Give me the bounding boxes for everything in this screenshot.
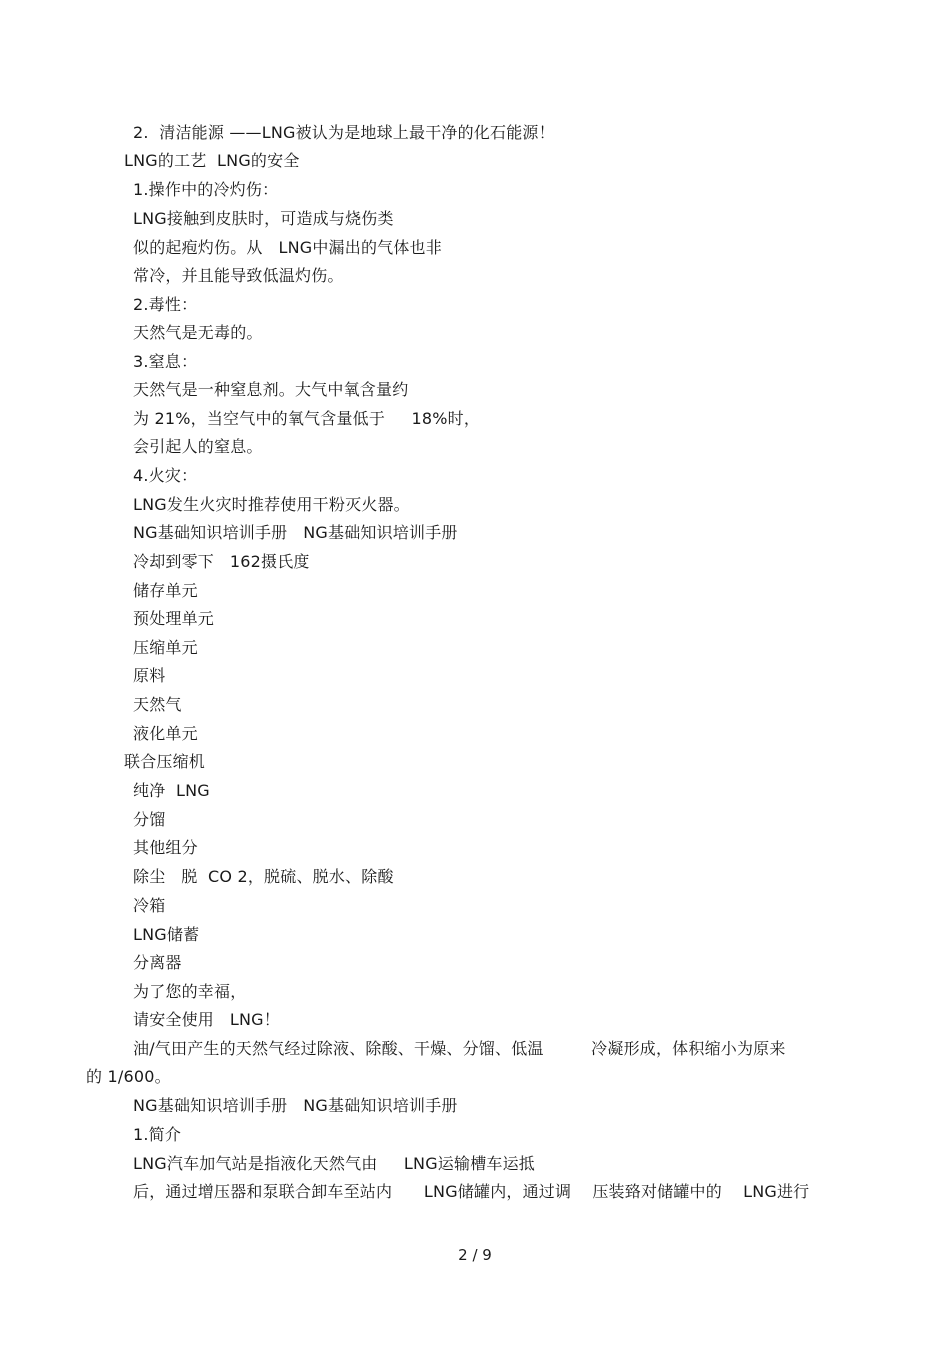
text-line: LNG接触到皮肤时，可造成与烧伤类 [133, 209, 394, 228]
text-line: 油/气田产生的天然气经过除液、除酸、干燥、分馏、低温 冷凝形成，体积缩小为原来 [133, 1039, 786, 1058]
text-line: 联合压缩机 [124, 752, 206, 771]
text-line: 纯净 LNG [133, 781, 210, 800]
text-line: 2. 清洁能源 ——LNG被认为是地球上最干净的化石能源！ [133, 123, 555, 142]
text-line: 1.操作中的冷灼伤： [133, 180, 279, 199]
text-line: 4.火灾： [133, 466, 198, 485]
text-line: 2.毒性： [133, 295, 198, 314]
text-line: 天然气是一种窒息剂。大气中氧含量约 [133, 380, 409, 399]
text-line: 1.简介 [133, 1125, 182, 1144]
text-line: NG基础知识培训手册 NG基础知识培训手册 [133, 1096, 458, 1115]
text-line: LNG的工艺 LNG的安全 [124, 151, 300, 170]
text-line: LNG储蓄 [133, 925, 200, 944]
text-line: 预处理单元 [133, 609, 215, 628]
text-line: 天然气 [133, 695, 182, 714]
text-line: 常冷，并且能导致低温灼伤。 [133, 266, 344, 285]
text-line: 其他组分 [133, 838, 198, 857]
text-line: 后，通过增压器和泵联合卸车至站内 LNG储罐内，通过调 压装臵对储罐中的 LNG进行 [133, 1182, 810, 1201]
text-line: 请安全使用 LNG！ [133, 1010, 280, 1029]
text-line: LNG发生火灾时推荐使用干粉灭火器。 [133, 495, 410, 514]
text-line: 为 21%，当空气中的氧气含量低于 18%时， [133, 409, 481, 428]
text-line: 的 1/600。 [86, 1067, 171, 1086]
text-line: 分馏 [133, 810, 166, 829]
text-line: 为了您的幸福， [133, 982, 247, 1001]
text-line: 除尘 脱 CO 2，脱硫、脱水、除酸 [133, 867, 394, 886]
text-line: NG基础知识培训手册 NG基础知识培训手册 [133, 523, 458, 542]
text-line: 冷却到零下 162摄氏度 [133, 552, 310, 571]
text-line: 压缩单元 [133, 638, 198, 657]
text-line: 天然气是无毒的。 [133, 323, 263, 342]
page-number: 2 / 9 [458, 1246, 492, 1264]
text-line: 液化单元 [133, 724, 198, 743]
text-line: 分离器 [133, 953, 182, 972]
text-line: 似的起疱灼伤。从 LNG中漏出的气体也非 [133, 238, 442, 257]
text-line: 原料 [133, 666, 166, 685]
text-line: 3.窒息： [133, 352, 198, 371]
text-line: 冷箱 [133, 896, 166, 915]
text-line: LNG汽车加气站是指液化天然气由 LNG运输槽车运抵 [133, 1154, 535, 1173]
text-line: 会引起人的窒息。 [133, 437, 263, 456]
text-line: 储存单元 [133, 581, 198, 600]
